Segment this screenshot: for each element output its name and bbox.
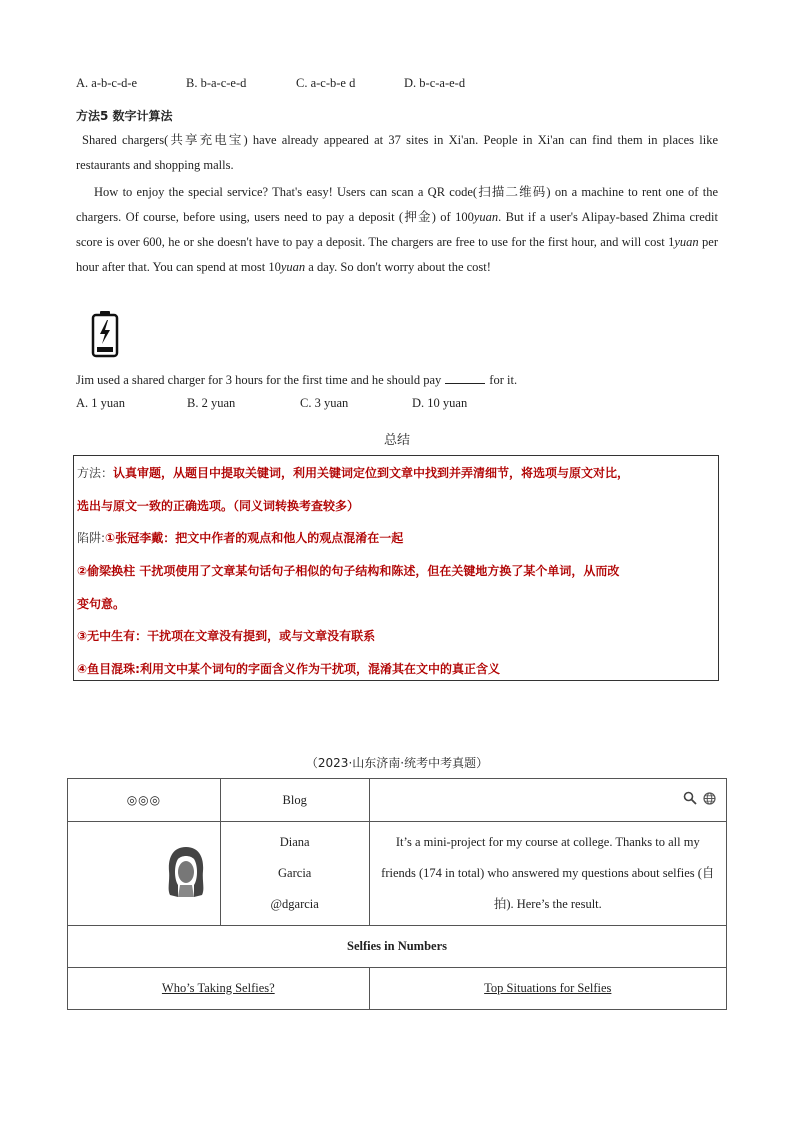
answer-options	[76, 396, 576, 414]
user-handle: @dgarcia	[270, 897, 319, 911]
user-first-name: Diana	[279, 835, 310, 849]
summary-box	[73, 455, 719, 681]
passage-paragraph-1: Shared chargers(共享充电宝) have already appeared at 37 sites in Xi'an. People in Xi'an can find them in places like restaurants and shopping malls.	[76, 133, 718, 172]
user-last-name: Garcia	[278, 866, 312, 880]
avatar-cell	[68, 822, 221, 926]
battery-charging-icon	[90, 310, 120, 358]
answer-d: D. 10 yuan	[412, 396, 468, 410]
summary-title: 总结	[383, 433, 410, 448]
option-a: A. a-b-c-d-e	[76, 76, 138, 90]
search-icon[interactable]	[683, 791, 697, 809]
link-top-situations[interactable]: Top Situations for Selfies	[369, 968, 726, 1010]
blog-intro: It’s a mini-project for my course at college. Thanks to all my friends (174 in total) who answered my questions about selfies (自拍). Here’s the result.	[369, 822, 726, 926]
answer-blank	[445, 371, 485, 384]
summary-line-method-cont: 选出与原文一致的正确选项。（同义词转换考查较多）	[77, 499, 360, 513]
section-title: Selfies in Numbers	[68, 926, 727, 968]
summary-line-trap-4: ④鱼目混珠:利用文中某个词句的字面含义作为干扰项，混淆其在文中的真正含义	[77, 662, 500, 676]
method-title: 方法5 数字计算法	[76, 109, 173, 123]
answer-a: A. 1 yuan	[76, 396, 125, 410]
question-text: Jim used a shared charger for 3 hours for the first time and he should pay for it.	[76, 373, 518, 387]
avatar	[164, 845, 208, 903]
previous-question-options	[76, 76, 726, 94]
summary-line-method: 方法：认真审题，从题目中提取关键词，利用关键词定位到文章中找到并弄清细节，将选项与原文对比，	[77, 466, 630, 480]
blog-tab[interactable]: Blog	[220, 779, 369, 822]
summary-line-trap-1: 陷阱:①张冠李戴：把文中作者的观点和他人的观点混淆在一起	[77, 531, 404, 545]
user-info	[220, 822, 369, 926]
passage-paragraph-2: How to enjoy the special service? That's easy! Users can scan a QR code(扫描二维码) on a machine to rent one of the chargers. Of course, before using, users need to pay a deposit (押金) of 100yuan. But if a user's Alipay-based Zhima credit score is over 600, he or she doesn't have to pay a deposit. The chargers are free to use for the first hour, and will cost 1yuan per hour after that. You can spend at most 10yuan a day. So don't worry about the cost!	[76, 185, 718, 274]
blog-logo: ◎◎◎	[68, 779, 221, 822]
answer-b: B. 2 yuan	[187, 396, 236, 410]
option-b: B. b-a-c-e-d	[186, 76, 247, 90]
option-c: C. a-c-b-e d	[296, 76, 356, 90]
blog-table	[67, 778, 727, 1010]
source-citation: （2023·山东济南·统考中考真题）	[305, 756, 489, 770]
option-d: D. b-c-a-e-d	[404, 76, 466, 90]
summary-line-trap-2: ②偷梁换柱 干扰项使用了文章某句话句子相似的句子结构和陈述，但在关键地方换了某个单词，从而改	[77, 564, 620, 578]
link-whos-taking-selfies[interactable]: Who’s Taking Selfies?	[68, 968, 370, 1010]
globe-icon[interactable]	[703, 792, 716, 809]
answer-c: C. 3 yuan	[300, 396, 349, 410]
summary-line-trap-2-cont: 变句意。	[77, 597, 126, 611]
summary-line-trap-3: ③无中生有：干扰项在文章没有提到，或与文章没有联系	[77, 629, 376, 643]
blog-header-tools	[369, 779, 726, 822]
